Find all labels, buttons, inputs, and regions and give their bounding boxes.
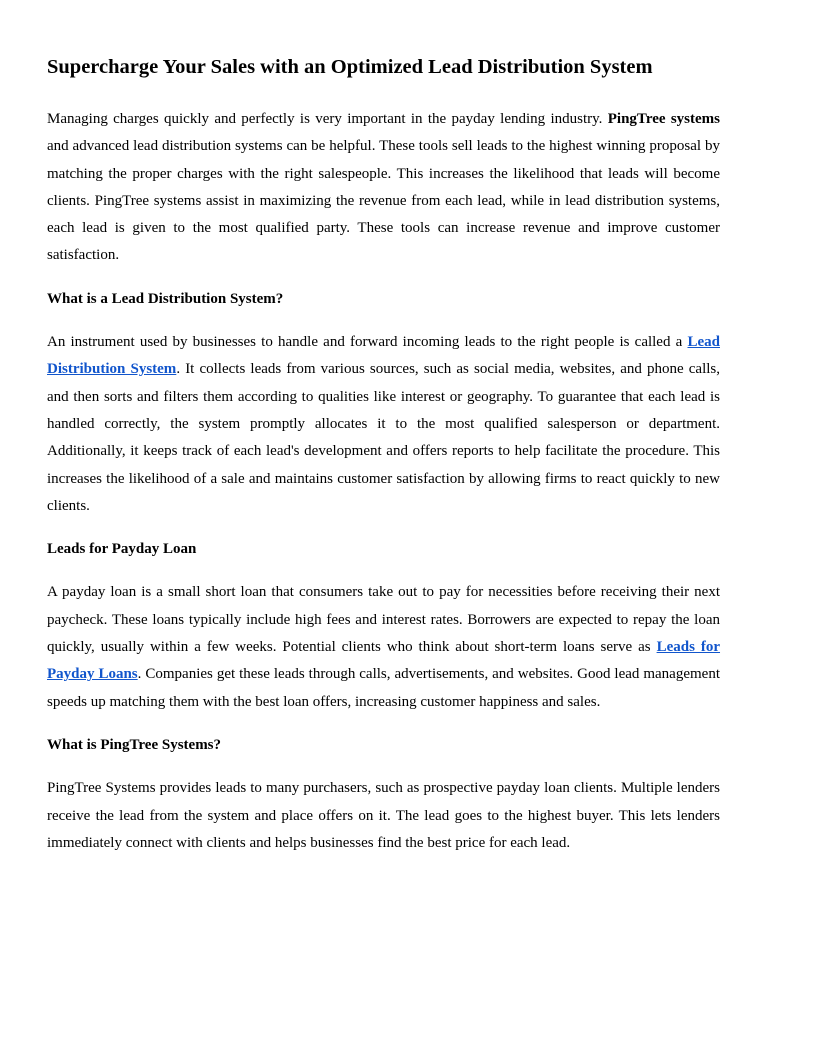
heading-pingtree-systems: What is PingTree Systems?: [47, 736, 222, 753]
document-page: [47, 50, 720, 873]
lds-text-end: . It collects leads from various sources, such as social media, websites, and phone calls, and then sorts and filters them according to qualities like interest or geography. To guarantee that each lead is handled correctly, the system promptly allocates it to the most qualified salesperson or department. Additionally, it keeps track of each lead's development and offers reports to help facilitate the procedure. This increases the likelihood of a sale and maintains customer satisfaction by allowing firms to react quickly to new clients.: [47, 361, 720, 514]
leads-for-payday-loans-link[interactable]: Leads for Payday Loans: [47, 639, 721, 683]
payday-text-start: A payday loan is a small short loan that consumers take out to pay for necessities before receiving their next paycheck. These loans typically include high fees and interest rates. Borrowers are expected to repay the loan quickly, usually within a few weeks. Potential clients who think about short-term loans serve as: [47, 584, 720, 656]
lds-text-start: An instrument used by businesses to handle and forward incoming leads to the right people is called a: [47, 334, 688, 351]
pingtree-systems-bold: PingTree systems: [607, 111, 721, 127]
lead-distribution-system-link[interactable]: Lead Distribution System: [47, 334, 720, 378]
heading-lead-distribution-system: What is a Lead Distribution System?: [47, 290, 284, 307]
heading-leads-for-payday-loan: Leads for Payday Loan: [47, 541, 197, 558]
intro-text-start: Managing charges quickly and perfectly is very important in the payday lending industry.: [47, 111, 608, 127]
payday-paragraph: [47, 579, 720, 715]
intro-text-end: and advanced lead distribution systems can be helpful. These tools sell leads to the highest winning proposal by matching the proper charges with the right salespeople. This increases the likelihood that leads will become clients. PingTree systems assist in maximizing the revenue from each lead, while in lead distribution systems, each lead is given to the most qualified party. These tools can increase revenue and improve customer satisfaction.: [47, 138, 720, 264]
pingtree-paragraph: PingTree Systems provides leads to many purchasers, such as prospective payday loan clients. Multiple lenders receive the lead from the system and place offers on it. The lead goes to the highest buyer. This lets lenders immediately connect with clients and helps businesses find the best price for each lead.: [47, 780, 720, 851]
intro-paragraph: [47, 106, 720, 270]
page-title: Supercharge Your Sales with an Optimized Lead Distribution System: [47, 56, 653, 78]
lds-paragraph: [47, 329, 720, 520]
payday-text-end: . Companies get these leads through calls, advertisements, and websites. Good lead management speeds up matching them with the best loan offers, increasing customer happiness and sales.: [47, 666, 720, 710]
